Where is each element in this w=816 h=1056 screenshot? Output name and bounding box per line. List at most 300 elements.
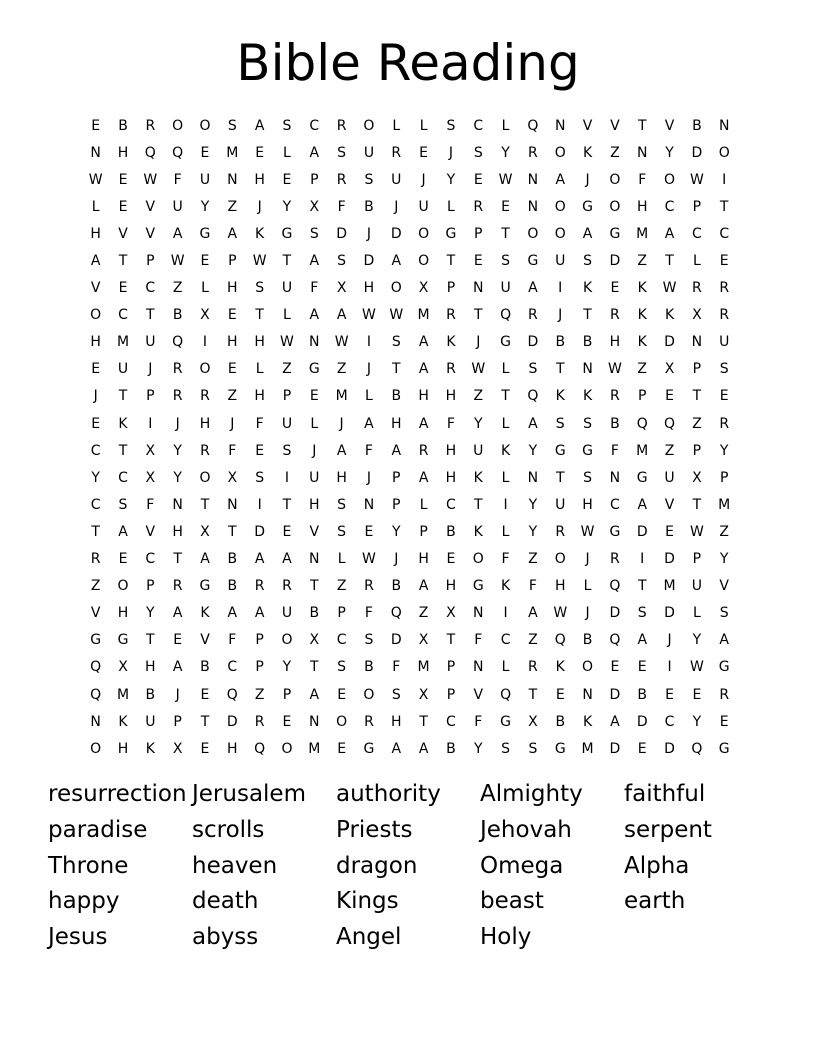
grid-letter: L [392,117,401,134]
grid-letter: Z [692,415,702,432]
grid-letter: D [664,605,675,622]
grid-letter: Z [418,605,429,622]
grid-letter: W [689,523,704,540]
grid-letter: P [392,496,401,513]
grid-letter: E [610,280,620,297]
grid-letter: W [170,253,185,270]
grid-letter: Y [665,144,674,161]
grid-letter: R [90,551,101,568]
grid-letter: W [553,605,568,622]
grid-letter: H [609,334,621,351]
grid-letter: P [692,551,702,568]
grid-letter: U [281,605,293,622]
grid-letter: Y [282,659,292,676]
grid-letter: J [585,171,590,188]
grid-letter: A [364,415,374,432]
grid-letter: H [445,469,457,486]
grid-letter: M [417,659,430,676]
grid-letter: J [366,469,372,486]
grid-letter: C [336,632,347,649]
word-list-item: heaven [192,852,278,879]
grid-letter: G [90,632,102,649]
grid-letter: Y [719,442,729,459]
grid-letter: T [528,686,538,703]
grid-letter: W [362,551,376,568]
grid-letter: N [363,496,375,513]
grid-letter: O [336,713,348,730]
grid-letter: S [501,253,511,270]
grid-letter: I [148,415,153,432]
grid-letter: T [146,632,155,649]
grid-letter: C [90,442,101,459]
grid-letter: G [609,523,621,540]
grid-letter: K [200,605,210,622]
grid-letter: F [528,578,537,595]
grid-letter: G [609,225,621,242]
grid-letter: S [337,659,347,676]
grid-letter: A [336,307,347,324]
grid-letter: N [473,659,484,676]
grid-letter: M [308,740,321,757]
grid-letter: X [418,280,429,297]
grid-letter: G [500,713,512,730]
grid-letter: J [585,551,590,568]
grid-letter: R [528,144,538,161]
grid-letter: T [282,496,292,513]
grid-letter: J [339,415,344,432]
grid-letter: M [116,686,130,703]
grid-letter: O [609,171,621,188]
grid-letter: Y [719,551,729,568]
grid-letter: S [337,523,347,540]
grid-letter: A [528,280,538,297]
word-list-item: faithful [624,781,706,807]
grid-letter: A [637,632,648,649]
grid-letter: Q [636,415,648,432]
word-list-item: dragon [336,852,418,879]
grid-letter: G [445,225,457,242]
grid-letter: A [90,253,101,270]
grid-letter: R [719,415,730,432]
grid-letter: E [473,253,483,270]
grid-letter: F [146,496,155,513]
grid-letter: H [391,713,402,730]
grid-letter: R [528,659,538,676]
word-list-item: abyss [192,924,259,951]
grid-letter: X [145,469,156,486]
grid-letter: O [664,171,676,188]
grid-letter: P [692,442,702,459]
grid-letter: J [366,225,372,242]
grid-letter: V [719,578,729,595]
grid-letter: T [446,632,456,649]
grid-letter: K [118,415,128,432]
grid-letter: Q [254,740,266,757]
grid-letter: C [90,496,101,513]
grid-letter: H [582,496,593,513]
grid-letter: G [472,578,484,595]
grid-letter: B [555,713,566,730]
grid-letter: S [118,496,128,513]
grid-letter: P [719,469,729,486]
word-list-item: serpent [624,816,712,843]
grid-letter: X [664,361,675,378]
grid-row [82,735,738,762]
grid-letter: B [692,117,702,134]
grid-letter: B [391,388,402,405]
grid-letter: B [391,578,402,595]
grid-letter: M [636,442,649,459]
grid-letter: L [501,523,510,540]
grid-letter: P [392,469,401,486]
grid-letter: X [227,469,238,486]
grid-letter: W [689,171,704,188]
grid-letter: U [199,171,211,188]
grid-row [82,518,738,545]
grid-letter: E [610,659,620,676]
word-list-item: earth [624,888,686,915]
grid-letter: D [664,740,675,757]
grid-letter: G [117,632,129,649]
grid-letter: T [692,496,702,513]
grid-letter: E [200,253,210,270]
word-list-item: Jerusalem [192,781,306,807]
grid-letter: A [282,551,292,568]
grid-letter: N [609,469,621,486]
grid-letter: Q [90,659,102,676]
grid-letter: H [445,388,457,405]
grid-letter: Z [610,144,620,161]
grid-letter: H [554,578,566,595]
grid-letter: G [582,198,593,215]
grid-letter: N [90,144,101,161]
grid-letter: R [172,578,183,595]
word-list-item: scrolls [192,816,265,843]
grid-letter: L [419,496,428,513]
grid-letter: Y [501,144,510,161]
grid-letter: U [391,171,402,188]
grid-letter: N [90,713,101,730]
grid-letter: N [227,171,238,188]
grid-letter: R [145,117,156,134]
grid-letter: F [255,415,264,432]
grid-letter: T [146,307,155,324]
grid-letter: Q [90,686,102,703]
grid-letter: P [692,361,702,378]
grid-letter: K [473,469,483,486]
grid-letter: C [118,469,128,486]
grid-letter: M [636,225,649,242]
grid-letter: G [718,740,730,757]
grid-letter: B [227,551,238,568]
grid-letter: X [200,523,210,540]
grid-letter: C [118,307,128,324]
grid-letter: Z [528,551,538,568]
grid-letter: Q [664,415,676,432]
grid-letter: T [473,496,483,513]
grid-letter: R [336,171,347,188]
grid-letter: T [310,659,319,676]
grid-letter: D [636,523,648,540]
grid-letter: V [610,117,620,134]
grid-letter: R [364,713,374,730]
grid-letter: U [500,280,511,297]
grid-letter: A [664,225,675,242]
grid-letter: Z [90,578,101,595]
grid-letter: D [226,713,238,730]
grid-letter: R [418,442,429,459]
grid-letter: D [390,225,402,242]
grid-letter: P [337,605,346,622]
grid-letter: T [391,361,401,378]
grid-letter: Y [282,198,292,215]
page-title: Bible Reading [236,34,580,92]
grid-letter: C [145,551,156,568]
grid-letter: I [558,280,563,297]
grid-letter: H [636,198,648,215]
grid-letter: J [585,605,590,622]
grid-letter: S [337,253,347,270]
grid-letter: I [257,496,262,513]
grid-letter: E [118,171,128,188]
grid-row [82,112,738,139]
grid-letter: L [419,117,428,134]
grid-letter: S [391,686,401,703]
grid-letter: O [363,686,375,703]
grid-letter: R [446,307,456,324]
word-list [48,778,768,957]
grid-letter: J [257,198,262,215]
grid-letter: S [473,144,483,161]
grid-letter: S [528,361,538,378]
word-list-item: Angel [336,924,402,951]
grid-letter: P [446,659,456,676]
grid-letter: S [555,415,565,432]
grid-letter: J [667,632,672,649]
grid-letter: J [394,198,399,215]
grid-letter: R [254,578,265,595]
grid-letter: K [500,578,511,595]
grid-letter: R [719,686,730,703]
grid-letter: J [93,388,98,405]
grid-letter: J [476,334,481,351]
grid-letter: B [582,632,593,649]
grid-letter: D [390,632,402,649]
grid-letter: K [255,225,265,242]
grid-letter: E [473,171,483,188]
grid-letter: D [609,605,621,622]
grid-letter: S [255,469,265,486]
grid-letter: E [118,551,128,568]
grid-letter: C [473,117,484,134]
grid-letter: G [527,253,539,270]
grid-letter: B [145,686,156,703]
grid-letter: T [91,523,100,540]
grid-letter: Q [500,307,512,324]
grid-letter: E [118,198,128,215]
grid-letter: E [364,523,374,540]
grid-letter: Z [336,578,347,595]
grid-letter: R [473,198,484,215]
grid-letter: H [117,740,129,757]
grid-letter: X [418,686,429,703]
grid-letter: G [582,442,593,459]
grid-letter: G [308,361,320,378]
grid-letter: B [364,198,374,215]
grid-letter: G [554,740,566,757]
grid-letter: P [446,686,456,703]
grid-letter: C [610,496,620,513]
grid-letter: D [527,334,539,351]
grid-letter: Y [473,415,483,432]
grid-letter: P [255,659,264,676]
grid-letter: E [665,388,674,405]
grid-letter: H [391,415,402,432]
grid-letter: A [200,551,210,568]
grid-letter: I [722,171,727,188]
grid-row [82,193,738,220]
grid-letter: T [501,388,510,405]
grid-letter: J [175,415,180,432]
grid-letter: E [282,171,292,188]
grid-letter: U [473,442,484,459]
grid-letter: T [473,307,483,324]
grid-row [82,491,738,518]
grid-letter: S [583,415,593,432]
grid-row [82,654,738,681]
grid-letter: D [609,740,621,757]
grid-letter: T [583,307,592,324]
grid-letter: D [254,523,266,540]
grid-letter: A [391,442,402,459]
grid-letter: Y [692,632,702,649]
grid-letter: D [363,253,375,270]
grid-letter: Y [173,442,182,459]
grid-letter: W [580,523,595,540]
grid-letter: C [691,225,702,242]
grid-letter: G [281,225,293,242]
grid-letter: I [667,659,672,676]
grid-letter: R [719,307,730,324]
grid-letter: Z [719,523,729,540]
grid-letter: H [445,442,457,459]
grid-letter: Q [609,578,621,595]
grid-letter: E [419,144,429,161]
grid-letter: E [91,117,101,134]
grid-letter: A [582,225,593,242]
grid-letter: I [202,334,208,351]
word-list-item: authority [336,781,441,807]
grid-letter: L [447,198,455,215]
grid-letter: Y [528,523,538,540]
grid-letter: Z [254,686,265,703]
grid-letter: M [718,496,731,513]
grid-letter: Y [528,442,538,459]
grid-letter: K [555,388,565,405]
grid-letter: J [230,415,235,432]
grid-letter: R [336,117,347,134]
grid-letter: N [473,605,484,622]
grid-letter: H [117,144,129,161]
word-list-item: Almighty [480,781,583,807]
grid-letter: Q [144,144,156,161]
grid-letter: P [638,388,647,405]
grid-letter: S [528,740,538,757]
grid-letter: A [254,551,265,568]
grid-letter: P [146,253,155,270]
grid-letter: Y [146,605,155,622]
grid-letter: B [309,605,320,622]
grid-letter: M [581,740,594,757]
grid-letter: W [143,171,158,188]
grid-letter: O [199,361,211,378]
grid-letter: N [582,686,593,703]
grid-letter: F [446,415,455,432]
grid-letter: I [640,551,645,568]
grid-letter: C [500,632,511,649]
grid-letter: F [310,280,319,297]
grid-letter: U [145,334,156,351]
grid-letter: N [527,198,539,215]
grid-letter: X [309,198,320,215]
grid-letter: K [500,442,511,459]
grid-letter: P [282,686,292,703]
grid-letter: M [417,307,430,324]
grid-letter: A [309,307,320,324]
grid-letter: B [364,659,374,676]
grid-letter: E [255,144,265,161]
grid-letter: X [692,469,702,486]
grid-letter: T [665,253,674,270]
grid-letter: P [282,388,292,405]
grid-letter: S [446,117,456,134]
grid-letter: C [227,659,238,676]
grid-row [82,546,738,573]
grid-letter: K [582,144,593,161]
grid-letter: X [528,713,538,730]
grid-letter: H [90,334,101,351]
grid-letter: E [719,713,729,730]
grid-letter: E [555,686,565,703]
grid-letter: Y [91,469,100,486]
grid-letter: J [421,171,426,188]
grid-letter: L [501,361,510,378]
grid-letter: X [446,605,456,622]
grid-letter: H [445,578,457,595]
grid-letter: F [364,442,373,459]
word-search-grid [82,112,738,762]
grid-letter: A [172,605,183,622]
grid-letter: F [364,605,373,622]
grid-letter: R [172,361,183,378]
grid-letter: T [228,523,237,540]
grid-letter: K [145,740,155,757]
grid-row [82,166,738,193]
grid-letter: P [692,198,702,215]
grid-letter: B [637,686,648,703]
grid-letter: B [610,415,620,432]
grid-letter: W [662,280,677,297]
grid-letter: P [419,523,428,540]
grid-letter: X [145,442,156,459]
grid-letter: P [228,253,237,270]
grid-letter: T [282,253,292,270]
grid-letter: F [474,713,483,730]
grid-letter: D [691,144,703,161]
word-list-item: beast [480,888,544,915]
grid-letter: R [200,388,210,405]
grid-letter: G [554,442,566,459]
